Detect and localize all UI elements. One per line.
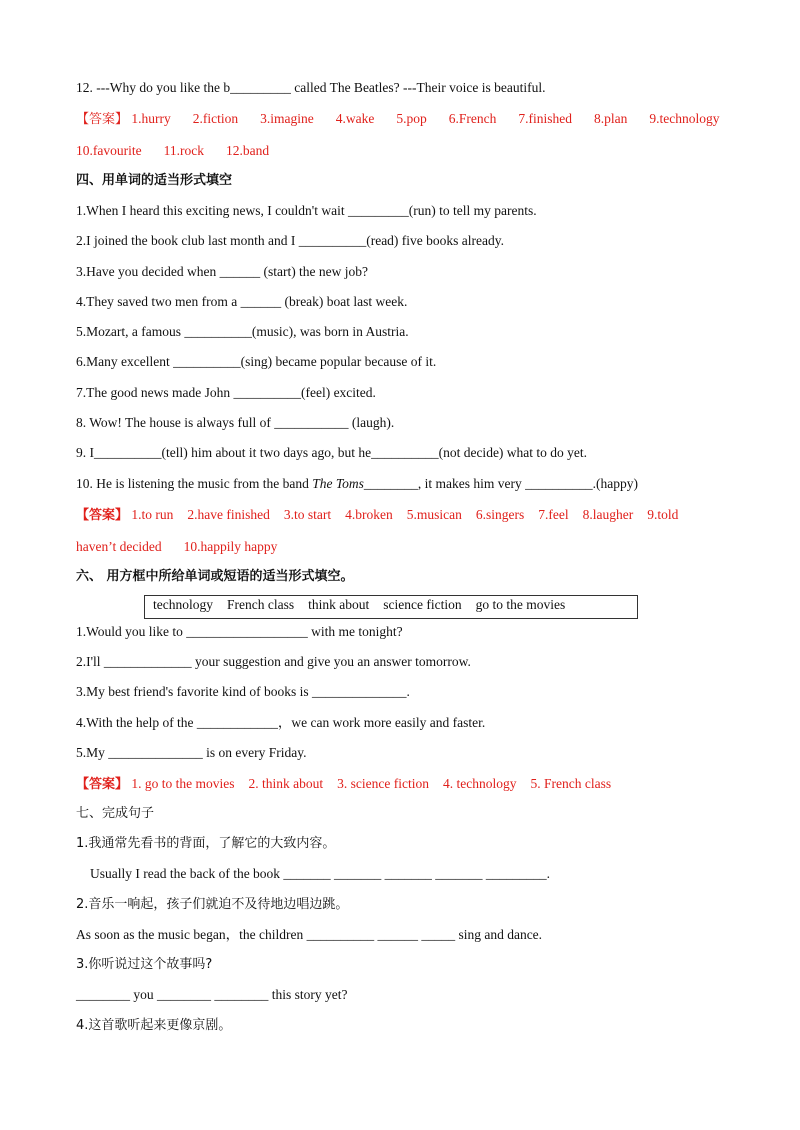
s4-question-7: 7.The good news made John __________(feel) excited. (76, 385, 376, 400)
answer-item: haven’t decided (76, 539, 162, 554)
answer-item: 11.rock (163, 143, 204, 158)
answer-item: 1. go to the movies (131, 776, 235, 791)
s7-question-2-en: As soon as the music began，the children __________ ______ _____ sing and dance. (76, 927, 543, 942)
box-word: science fiction (383, 597, 462, 612)
s7-question-3-cn: 3.你听说过这个故事吗? (76, 957, 213, 972)
section-6-title: 六、 用方框中所给单词或短语的适当形式填空。 (76, 569, 354, 584)
box-word: think about (308, 597, 370, 612)
answer-item: 3.to start (283, 507, 332, 522)
answer-item: 2.fiction (192, 111, 239, 126)
s4-question-4: 4.They saved two men from a ______ (break) boat last week. (76, 294, 408, 309)
answer-item: 10.favourite (76, 143, 142, 158)
s4-question-2: 2.I joined the book club last month and I __________(read) five books already. (76, 233, 505, 248)
answer-label: 【答案】 (76, 112, 129, 127)
s4-question-6: 6.Many excellent __________(sing) became popular because of it. (76, 354, 437, 369)
s6-question-4: 4.With the help of the ____________，we can work more easily and faster. (76, 715, 486, 730)
answer-item: 7.feel (538, 507, 569, 522)
answer-line-1 (76, 110, 742, 129)
box-word: technology (153, 597, 213, 612)
answer-line-3 (76, 506, 692, 525)
answer-item: 9.told (647, 507, 679, 522)
section-7-title: 七、完成句子 (76, 806, 155, 821)
box-word: go to the movies (475, 597, 566, 612)
answer-item: 8.plan (594, 111, 628, 126)
s6-question-1: 1.Would you like to __________________ with me tonight? (76, 624, 403, 639)
s4-question-5: 5.Mozart, a famous __________(music), was born in Austria. (76, 324, 409, 339)
s4-question-1: 1.When I heard this exciting news, I couldn't wait _________(run) to tell my parents. (76, 203, 537, 218)
answer-item: 4.wake (335, 111, 375, 126)
answer-item: 10.happily happy (183, 539, 278, 554)
answer-item: 9.technology (649, 111, 720, 126)
answer-item: 2.have finished (187, 507, 270, 522)
s4-question-8: 8. Wow! The house is always full of ___________ (laugh). (76, 415, 395, 430)
s4-question-9: 9. I__________(tell) him about it two days ago, but he__________(not decide) what to do yet. (76, 445, 588, 460)
answer-item: 3. science fiction (337, 776, 429, 791)
s7-question-2-cn: 2.音乐一响起，孩子们就迫不及待地边唱边跳。 (76, 897, 349, 912)
answer-label: 【答案】 (76, 777, 129, 792)
answer-line-4 (76, 538, 299, 556)
answer-item: 5.pop (396, 111, 427, 126)
answer-item: 7.finished (518, 111, 572, 126)
answer-item: 4. technology (442, 776, 517, 791)
s7-question-3-en: ________ you ________ ________ this story yet? (76, 987, 348, 1002)
answer-item: 12.band (225, 143, 270, 158)
s4-question-10 (76, 475, 638, 493)
s4-question-3: 3.Have you decided when ______ (start) the new job? (76, 264, 369, 279)
section-4-title: 四、用单词的适当形式填空 (76, 173, 233, 188)
s6-question-2: 2.I'll _____________ your suggestion and give you an answer tomorrow. (76, 654, 471, 669)
answer-item: 5.musican (406, 507, 462, 522)
q10-text-start: 10. He is listening the music from the band (76, 476, 313, 491)
box-word: French class (227, 597, 295, 612)
answer-label: 【答案】 (76, 508, 129, 523)
word-box (144, 595, 638, 619)
s7-question-4-cn: 4.这首歌听起来更像京剧。 (76, 1018, 232, 1033)
answer-item: 5. French class (530, 776, 612, 791)
q10-band-name: The Toms (312, 476, 364, 491)
answer-line-2 (76, 142, 291, 160)
q10-text-end: ________, it makes him very __________.(happy) (363, 476, 638, 491)
answer-item: 1.hurry (131, 111, 171, 126)
answer-item: 8.laugher (582, 507, 634, 522)
s7-question-1-cn: 1.我通常先看书的背面，了解它的大致内容。 (76, 836, 336, 851)
answer-item: 3.imagine (260, 111, 314, 126)
answer-item: 1.to run (131, 507, 174, 522)
answer-item: 6.French (448, 111, 497, 126)
question-12: 12. ---Why do you like the b_________ called The Beatles? ---Their voice is beautiful. (76, 80, 546, 95)
s6-question-3: 3.My best friend's favorite kind of books is ______________. (76, 684, 410, 699)
answer-item: 2. think about (248, 776, 324, 791)
answer-line-5 (76, 775, 625, 794)
answer-item: 4.broken (345, 507, 393, 522)
s6-question-5: 5.My ______________ is on every Friday. (76, 745, 307, 760)
answer-item: 6.singers (475, 507, 525, 522)
s7-question-1-en: Usually I read the back of the book _______ _______ _______ _______ _________. (90, 866, 551, 881)
